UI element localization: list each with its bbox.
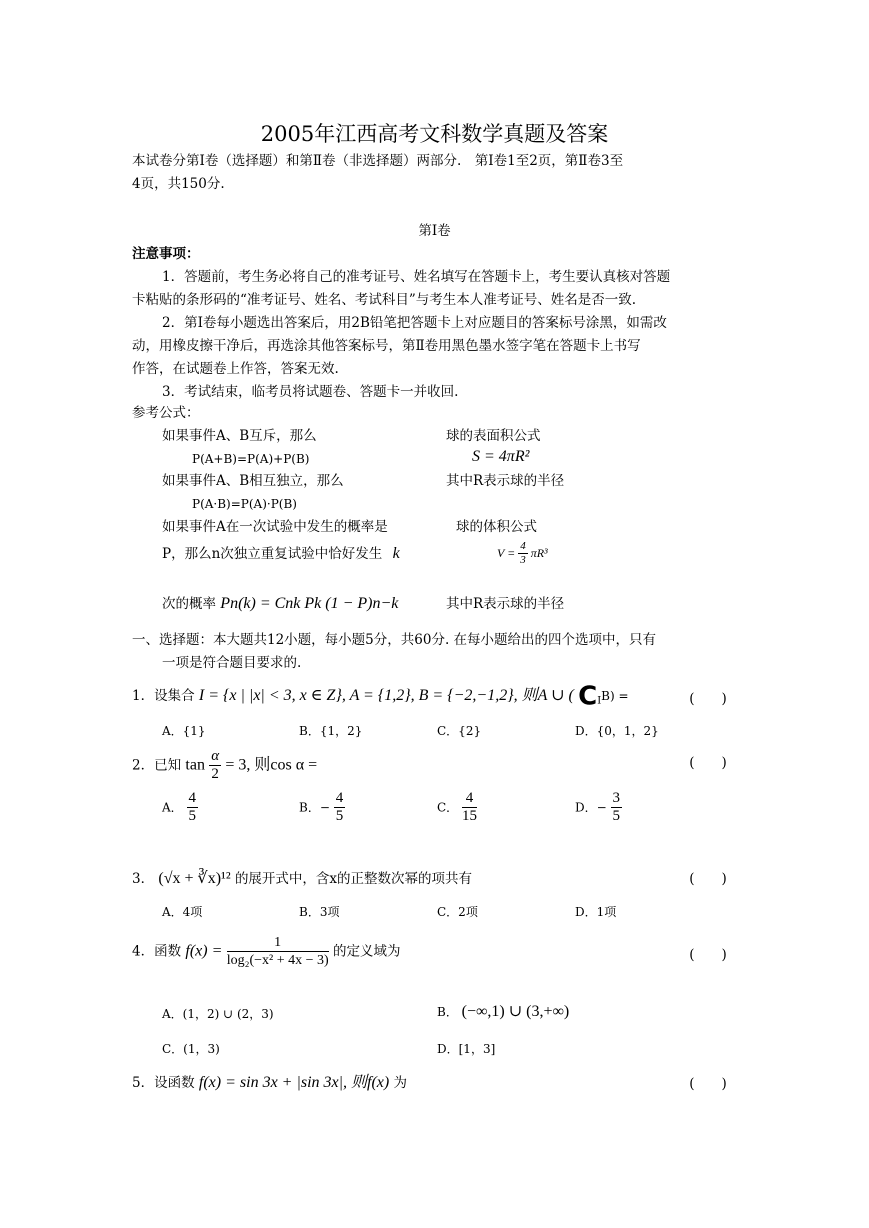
formula-text: 如果事件A、B相互独立，那么 (162, 473, 344, 489)
numerator: 3 (612, 790, 621, 806)
formula-text: 球的体积公式 (456, 519, 537, 535)
formulas-heading: 参考公式： (132, 405, 200, 421)
question-number: 2． (132, 757, 155, 774)
option-a[interactable]: A．{1} (162, 724, 206, 738)
numerator: 1 (227, 934, 329, 952)
notice-line: 1．答题前，考生务必将自己的准考证号、姓名填写在答题卡上，考生要认真核对答题 (162, 269, 671, 285)
option-a[interactable]: A．4项 (162, 905, 203, 919)
denominator: 5 (188, 808, 196, 824)
formula-expression: P(A+B)=P(A)+P(B) (192, 452, 310, 466)
answer-blank[interactable]: ( ) (689, 871, 727, 887)
notice-line: 卡粘贴的条形码的“准考证号、姓名、考试科目”与考生本人准考证号、姓名是否一致. (132, 292, 637, 308)
intro-line: 本试卷分第Ⅰ卷（选择题）和第Ⅱ卷（非选择题）两部分. 第Ⅰ卷1至2页，第Ⅱ卷3至 (132, 153, 624, 169)
complement-symbol: C (578, 681, 598, 712)
formula-text (162, 543, 400, 565)
sphere-volume-formula (497, 540, 548, 567)
question-number: 4． (132, 943, 155, 960)
question-2 (132, 748, 317, 783)
numerator: 4 (462, 790, 477, 808)
denominator: 5 (335, 808, 344, 824)
option-label: D．− (575, 800, 607, 815)
answer-blank[interactable]: ( ) (689, 691, 727, 707)
formula-part: V = (497, 546, 516, 560)
question-text: 函数 (154, 943, 182, 960)
formula-text (162, 593, 398, 615)
numerator: 4 (520, 540, 526, 552)
fraction (209, 748, 221, 783)
tan-function: tan (185, 756, 205, 774)
formula-text-part: 次的概率 (162, 596, 216, 612)
formula-text: 其中R表示球的半径 (446, 473, 565, 489)
option-a[interactable] (162, 790, 198, 825)
question-text: 的展开式中，含x的正整数次幂的项共有 (234, 871, 473, 887)
notice-line: 2．第Ⅰ卷每小题选出答案后，用2B铅笔把答题卡上对应题目的答案标号涂黑，如需改 (162, 315, 667, 331)
option-b[interactable] (437, 1003, 569, 1021)
option-label: B．− (299, 800, 330, 815)
option-b[interactable]: B．3项 (299, 905, 340, 919)
denominator: 5 (612, 808, 621, 824)
complement-subscript: I (597, 695, 602, 707)
numerator: 4 (188, 790, 196, 806)
question-math: (√x + ∛x)¹² (158, 870, 231, 887)
formula-text: 其中R表示球的半径 (446, 596, 565, 612)
option-c[interactable]: C．2项 (437, 905, 478, 919)
numerator: α (211, 748, 220, 764)
notice-line: 动，用橡皮擦干净后，再选涂其他答案标号，第Ⅱ卷用黑色墨水签字笔在答题卡上书写 (132, 338, 641, 354)
option-c[interactable]: C．{2} (437, 724, 482, 738)
option-b[interactable] (299, 790, 345, 825)
option-label: B． (437, 1005, 458, 1019)
question-3 (132, 868, 472, 890)
sphere-area-formula: S = 4πR² (472, 448, 530, 465)
formula-text: 如果事件A、B互斥，那么 (162, 428, 317, 444)
denominator: 15 (462, 808, 478, 824)
option-c[interactable]: C．(1，3) (162, 1042, 220, 1056)
intro-line: 4页，共150分. (132, 176, 225, 192)
denominator: 2 (211, 766, 219, 782)
formula-part: πR³ (530, 546, 548, 560)
denominator: 3 (520, 554, 526, 566)
question-text: 设函数 (154, 1075, 195, 1091)
section-heading: 第Ⅰ卷 (418, 223, 451, 239)
formula-text: 球的表面积公式 (446, 428, 541, 444)
formula-expression: P(A·B)=P(A)·P(B) (192, 497, 297, 511)
option-d[interactable] (575, 790, 622, 825)
question-text: 设集合 (154, 688, 195, 704)
notice-line: 3．考试结束，临考员将试题卷、答题卡一并收回. (162, 384, 459, 400)
answer-blank[interactable]: ( ) (689, 947, 727, 963)
formula-text-part: P，那么n次独立重复试验中恰好发生 (162, 546, 383, 562)
question-1 (132, 681, 629, 713)
question-text: 为 (393, 1075, 408, 1091)
fraction (462, 790, 477, 825)
denominator: log₂(−x² + 4x − 3) (226, 953, 329, 968)
option-math: (−∞,1) ∪ (3,+∞) (461, 1003, 570, 1020)
question-text: 的定义域为 (332, 943, 401, 960)
question-number: 3． (132, 871, 155, 887)
question-math: I = {x | |x| < 3, x ∈ Z}, A = {1,2}, B = {−2,−1,2}, 则A ∪ ( (198, 687, 574, 704)
part-heading: 一、选择题：本大题共12小题，每小题5分，共60分. 在每小题给出的四个选项中，只有 (132, 632, 657, 648)
question-number: 1． (132, 688, 155, 704)
question-text: B) = (601, 689, 629, 703)
option-label: C． (437, 800, 459, 815)
option-a[interactable]: A．(1，2) ∪ (2，3) (162, 1007, 274, 1021)
option-d[interactable]: D．{0，1，2} (575, 724, 659, 738)
formula-variable: k (392, 545, 400, 562)
answer-blank[interactable]: ( ) (689, 1076, 727, 1092)
question-number: 5． (132, 1075, 155, 1091)
answer-blank[interactable]: ( ) (689, 755, 727, 771)
notice-heading: 注意事项： (132, 246, 200, 262)
question-4 (132, 934, 400, 969)
question-math: f(x) = sin 3x + |sin 3x|, 则f(x) (198, 1074, 390, 1091)
fraction (334, 790, 346, 825)
option-d[interactable]: D．[1，3] (437, 1042, 496, 1056)
numerator: 4 (335, 790, 344, 806)
question-math: = 3, 则cos α = (225, 756, 318, 774)
fraction (611, 790, 623, 825)
page-title: 2005年江西高考文科数学真题及答案 (260, 122, 609, 146)
option-d[interactable]: D．1项 (575, 905, 617, 919)
fraction (187, 790, 199, 825)
question-5 (132, 1072, 407, 1094)
question-text: 已知 (154, 757, 182, 774)
question-math: f(x) = (185, 942, 223, 960)
fraction (518, 540, 528, 567)
binomial-probability-formula: Pn(k) = Cnk Pk (1 − P)n−k (220, 595, 399, 612)
option-c[interactable] (437, 790, 477, 825)
part-heading: 一项是符合题目要求的. (162, 655, 302, 671)
fraction (227, 934, 329, 969)
option-b[interactable]: B．{1，2} (299, 724, 363, 738)
formula-text: 如果事件A在一次试验中发生的概率是 (162, 519, 388, 535)
option-label: A． (162, 800, 183, 815)
notice-line: 作答，在试题卷上作答，答案无效. (132, 361, 339, 377)
